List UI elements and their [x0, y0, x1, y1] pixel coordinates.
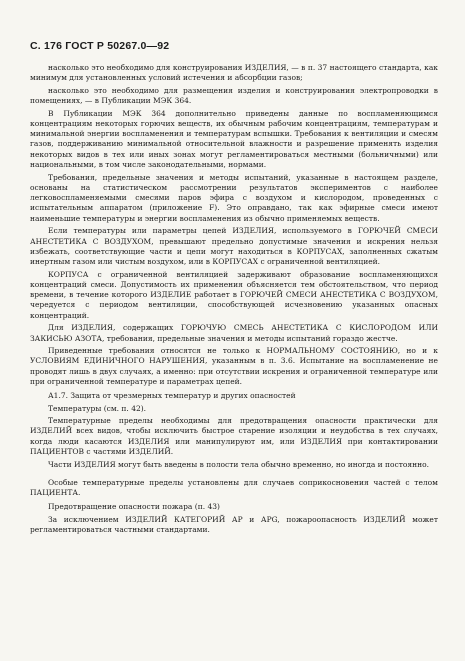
- paragraph: насколько это необходимо для размещения изделия и конструирования электропроводки в помещениях, — в Публикации МЭК 364.: [30, 85, 438, 106]
- paragraph: насколько это необходимо для конструирования ИЗДЕЛИЯ, — в п. 37 настоящего стандарта, как минимум для установленных условий истечения и абсорбции газов;: [30, 63, 438, 83]
- subsection-heading: Предотвращение опасности пожара (п. 43): [48, 502, 220, 512]
- paragraph: КОРПУСА с ограниченной вентиляцией задерживают образование воспламеняющихся концентраций смеси. Допустимость их применения объясняется тем обстоятельством, что период времени, в течение которого ИЗДЕЛИЕ работает в ГОРЮЧЕЙ СМЕСИ АНЕСТЕТИКА С ВОЗДУХОМ, чередуется с периодом вентиляции, способствующей исчезновению указанных опасных концентраций.: [30, 269, 438, 320]
- paragraph: За исключением ИЗДЕЛИЙ КАТЕГОРИЙ АР и АРG, пожароопасность ИЗДЕЛИЙ может регламентироваться частными стандартами.: [30, 514, 438, 535]
- subsection-heading: Температуры (см. п. 42).: [48, 403, 147, 413]
- paragraph: Если температуры или параметры цепей ИЗДЕЛИЯ, используемого в ГОРЮЧЕЙ СМЕСИ АНЕСТЕТИКА С ВОЗДУХОМ, превышают предельно допустимые значения и искрения нельзя избежать, соответствующие части и цепи могут находиться в КОРПУСАХ, заполненных сжатым инертным газом или чистым воздухом, или в КОРПУСАХ с ограниченной вентиляцией.: [30, 226, 438, 267]
- paragraph: Приведенные требования относятся не только к НОРМАЛЬНОМУ СОСТОЯНИЮ, но и к УСЛОВИЯМ ЕДИНИЧНОГО НАРУШЕНИЯ, указанным в п. 3.6. Испытание на воспламенение не проводят лишь в двух случаях, а именно: при отсутствии искрения и ограниченной температуре или при ограниченной температуре и параметрах цепей.: [30, 346, 438, 386]
- page-header: С. 176 ГОСТ Р 50267.0—92: [30, 40, 170, 52]
- paragraph: Особые температурные пределы установлены для случаев соприкосновения частей с телом ПАЦИЕНТА.: [30, 477, 438, 498]
- paragraph: Для ИЗДЕЛИЯ, содержащих ГОРЮЧУЮ СМЕСЬ АНЕСТЕТИКА С КИСЛОРОДОМ ИЛИ ЗАКИСЬЮ АЗОТА, требования, предельные значения и методы испытаний гораздо жестче.: [30, 323, 438, 343]
- paragraph: Требования, предельные значения и методы испытаний, указанные в настоящем разделе, основаны на статистическом рассмотрении результатов экспериментов с наиболее легковоспламеняемыми смесями паров эфира с воздухом и кислородом, проведенных с испытательным аппаратом (приложение F). Это оправдано, так как эфирные смеси имеют наименьшие температуры и энергии воспламенения из обычно применяемых веществ.: [30, 172, 438, 223]
- paragraph: В Публикации МЭК 364 дополнительно приведены данные по воспламеняющимся концентрациям некоторых горючих веществ, их обычным рабочим концентрациям, температурам и минимальной энергии воспламенения и температурам вспышки. Требования к вентиляции и смесям газов, поддерживанию минимальной относительной влажности и разрешение применять изделия некоторых видов в тех или иных зонах могут регламентироваться местными (больничными) или национальными, в том числе законодательными, нормами.: [30, 108, 438, 170]
- page-body: [30, 63, 438, 538]
- paragraph: Температурные пределы необходимы для предотвращения опасности практически для ИЗДЕЛИЙ всех видов, чтобы исключить быстрое старение изоляции и неудобства в тех случаях, когда люди касаются ИЗДЕЛИЯ или манипулируют им, или ИЗДЕЛИЯ при контактировании ПАЦИЕНТОВ с частями ИЗДЕЛИЙ.: [30, 416, 438, 457]
- paragraph: Части ИЗДЕЛИЯ могут быть введены в полости тела обычно временно, но иногда и постоянно.: [48, 459, 430, 469]
- section-heading: А1.7. Защита от чрезмерных температур и других опасностей: [48, 391, 296, 401]
